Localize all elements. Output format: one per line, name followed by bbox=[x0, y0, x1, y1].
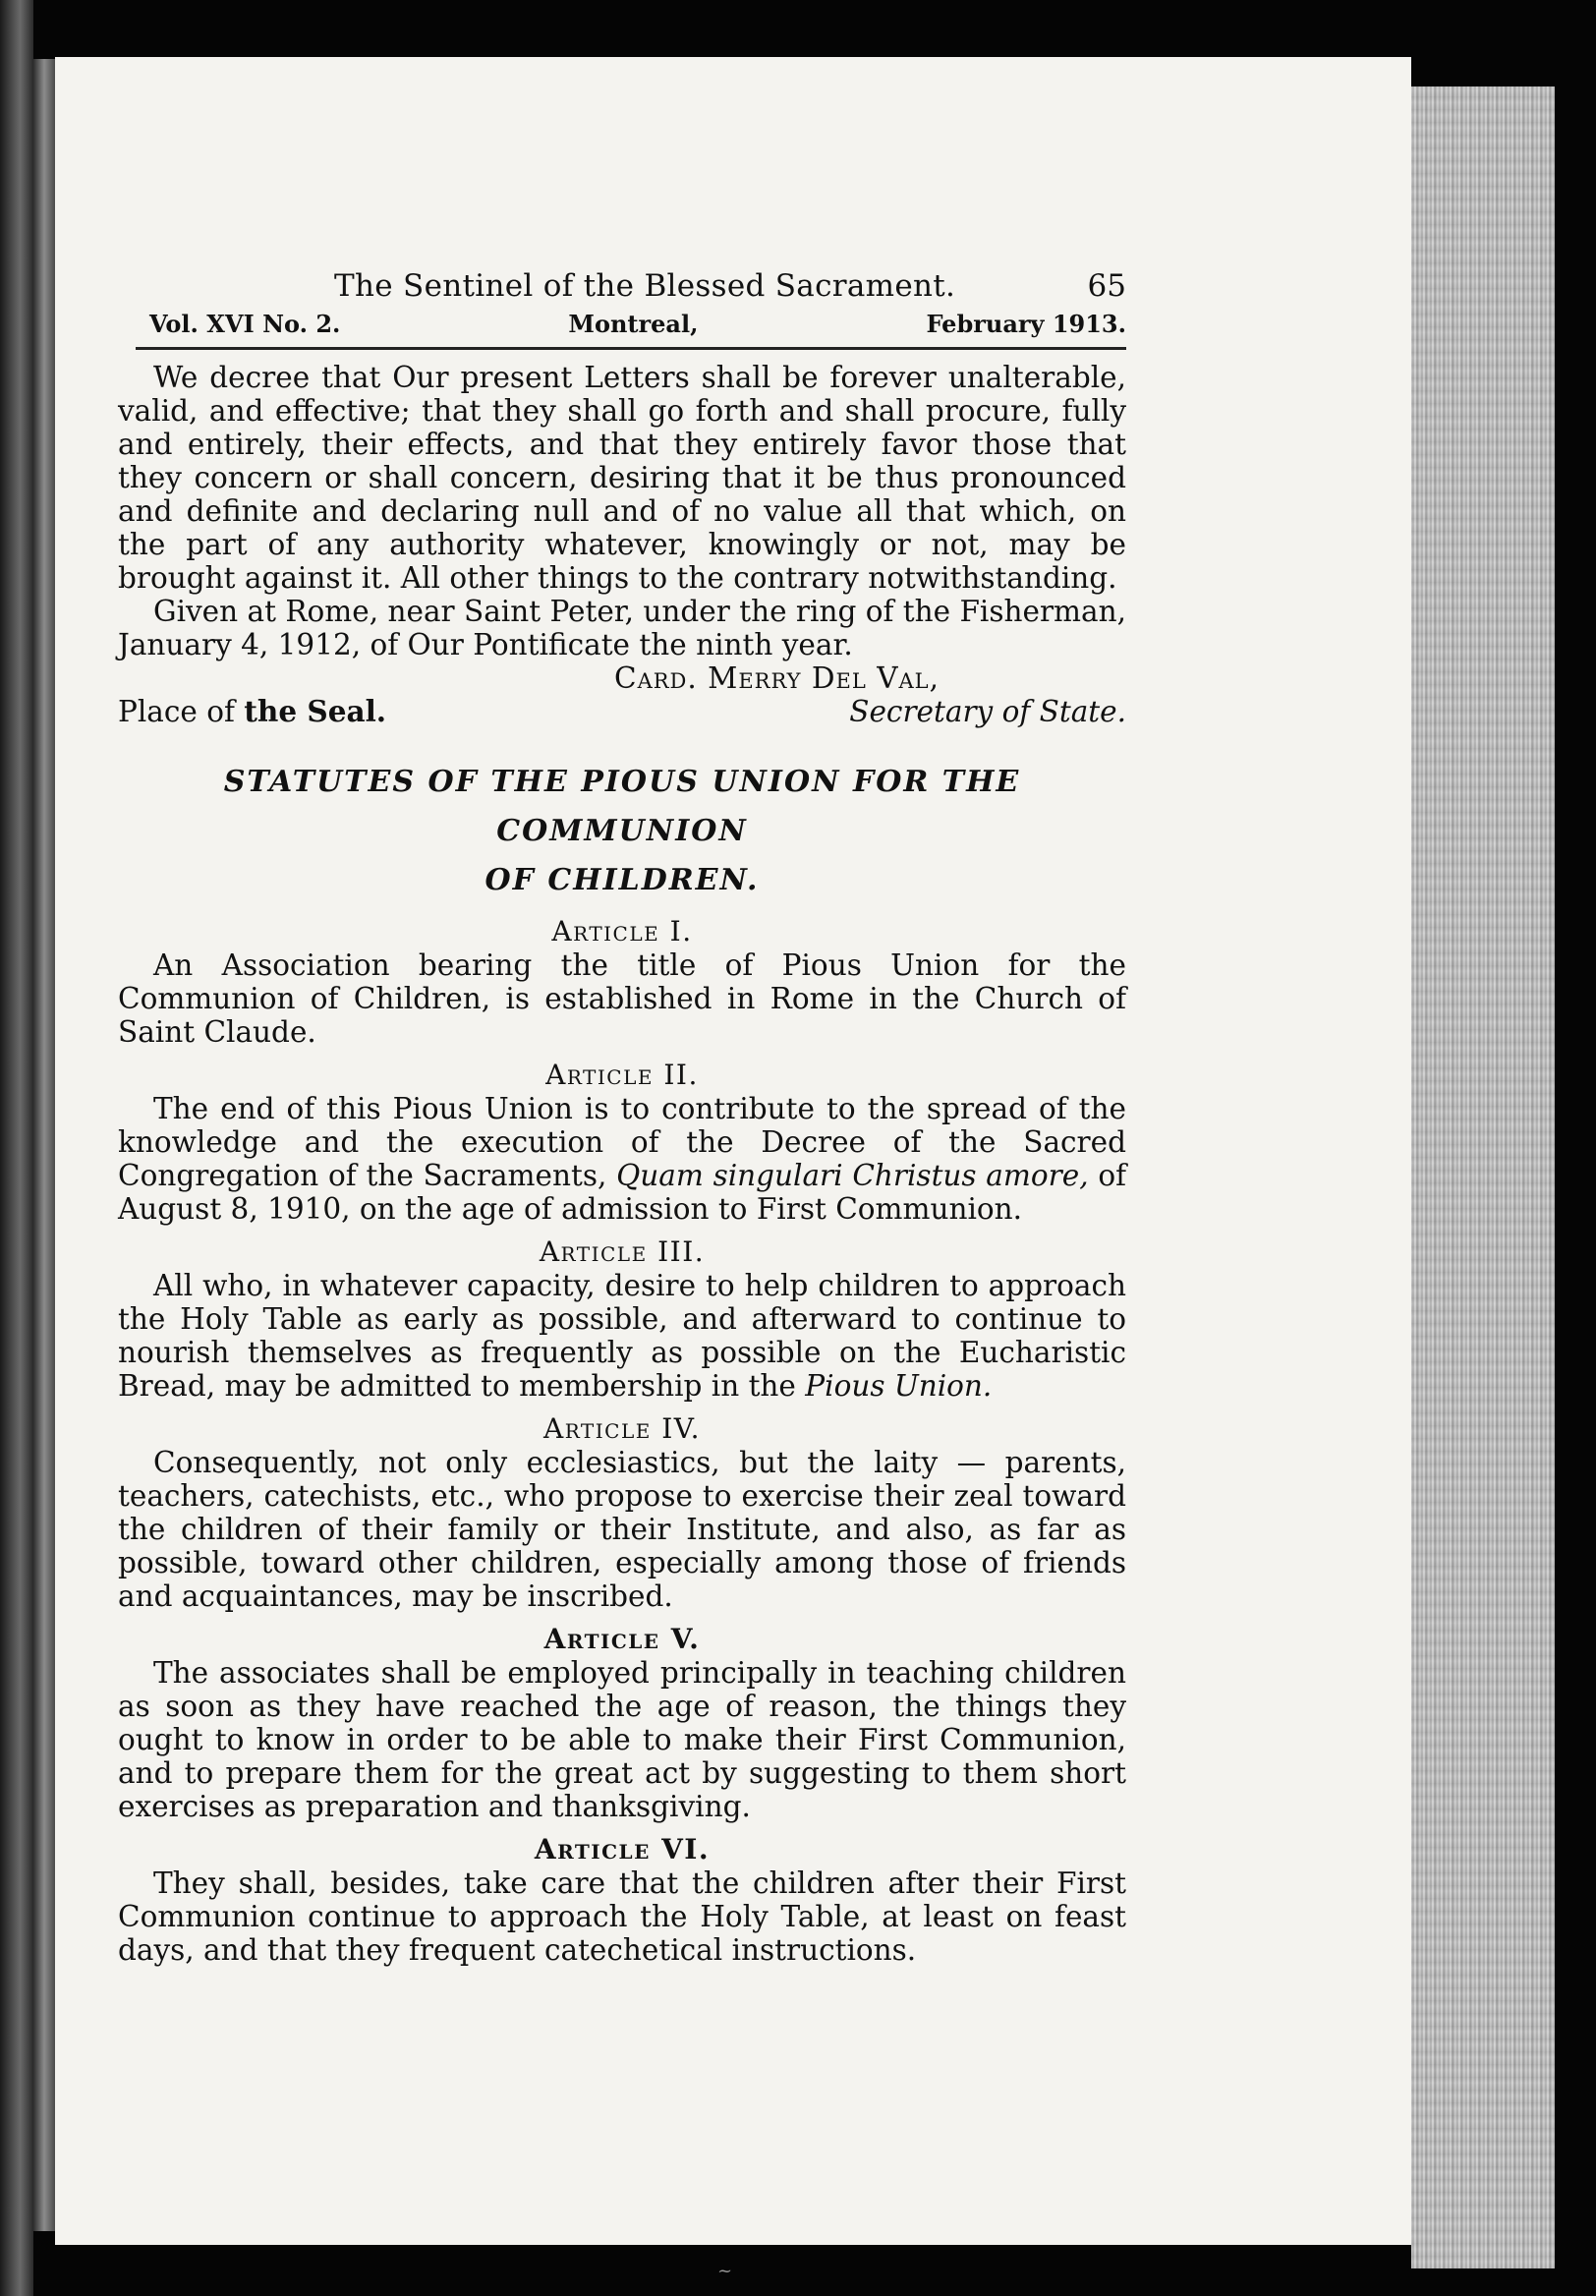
signatory-role: Secretary of State. bbox=[849, 695, 1126, 728]
book-spine-edge bbox=[33, 59, 55, 2231]
paragraph: We decree that Our present Letters shall be forever unalterable, valid, and effective; that they shall go forth and shall procure, fully and entirely, their effects, and that they entirely favor those that they concern or shall concern, desiring that it be thus pronounced and definite and declaring null and of no value all that which, on the part of any authority whatever, knowingly or not, may be brought against it. All other things to the contrary notwithstanding. bbox=[118, 361, 1126, 595]
volume-label: Vol. XVI No. 2. bbox=[149, 310, 341, 338]
signature-row bbox=[118, 695, 1126, 728]
article-text-part: of August 8, 1910, on the age of admission to First Communion. bbox=[118, 1159, 1127, 1226]
pious-union-italic: Pious Union. bbox=[805, 1369, 993, 1403]
paragraph: Given at Rome, near Saint Peter, under the ring of the Fisherman, January 4, 1912, of Our Pontificate the ninth year. bbox=[118, 595, 1126, 661]
page-number: 65 bbox=[1087, 268, 1126, 304]
scan-artifact-mark: ~ bbox=[717, 2261, 733, 2281]
statutes-title bbox=[118, 758, 1126, 905]
article-heading: Article IV. bbox=[542, 1412, 702, 1445]
book-page bbox=[55, 57, 1411, 2245]
article-text: Consequently, not only ecclesiastics, but the laity — parents, teachers, catechists, etc., who propose to exercise their zeal toward the children of their family or their Institute, and also, as far as possible, toward other children, especially among those of friends and acquaintances, may be inscribed. bbox=[118, 1446, 1126, 1613]
statutes-title-line1: STATUTES OF THE PIOUS UNION FOR THE COMMUNION bbox=[223, 765, 1021, 848]
signature-name-line bbox=[118, 661, 1126, 695]
article-heading: Article V. bbox=[543, 1623, 701, 1655]
article-heading: Article VI. bbox=[534, 1833, 711, 1866]
header-rule bbox=[136, 347, 1126, 350]
book-page-edges bbox=[1411, 86, 1555, 2268]
seal-place bbox=[118, 695, 386, 728]
article-text bbox=[118, 1092, 1126, 1226]
article-text-part: All who, in whatever capacity, desire to help children to approach the Holy Table as early as possible, and afterward to continue to nourish themselves as frequently as possible on the Eucharistic Bread, may be admitted to membership in the bbox=[118, 1269, 1126, 1403]
issue-line bbox=[149, 310, 1126, 338]
article-text: The associates shall be employed principally in teaching children as soon as they have reached the age of reason, the things they ought to know in order to be able to make their First Communion, and to prepare them for the great act by suggesting to them short exercises as preparation and thanksgiving. bbox=[118, 1656, 1126, 1823]
statutes-title-line2: OF CHILDREN. bbox=[484, 863, 760, 897]
article-text: They shall, besides, take care that the children after their First Communion continue to approach the Holy Table, at least on feast days, and that they frequent catechetical instructions. bbox=[118, 1866, 1126, 1967]
article-heading: Article II. bbox=[545, 1059, 699, 1091]
issue-date: February 1913. bbox=[926, 310, 1126, 338]
article-heading: Article III. bbox=[539, 1235, 706, 1268]
article-heading: Article I. bbox=[551, 915, 693, 947]
signatory-name: Card. Merry Del Val, bbox=[614, 661, 940, 695]
article-body bbox=[118, 361, 1126, 1967]
article-text: An Association bearing the title of Pious Union for the Communion of Children, is established in Rome in the Church of Saint Claude. bbox=[118, 948, 1126, 1049]
decree-title: Quam singulari Christus amore, bbox=[616, 1159, 1089, 1192]
scanner-left-strip bbox=[0, 0, 33, 2296]
seal-place-bold: the Seal. bbox=[244, 694, 387, 728]
seal-place-prefix: Place of bbox=[118, 695, 245, 728]
city-label: Montreal, bbox=[568, 310, 699, 338]
running-title: The Sentinel of the Blessed Sacrament. bbox=[334, 268, 956, 304]
article-text bbox=[118, 1269, 1126, 1403]
article-text-part: The end of this Pious Union is to contribute to the spread of the knowledge and the execution of the Decree of the Sacred Congregation of the Sacraments, bbox=[118, 1092, 1126, 1192]
